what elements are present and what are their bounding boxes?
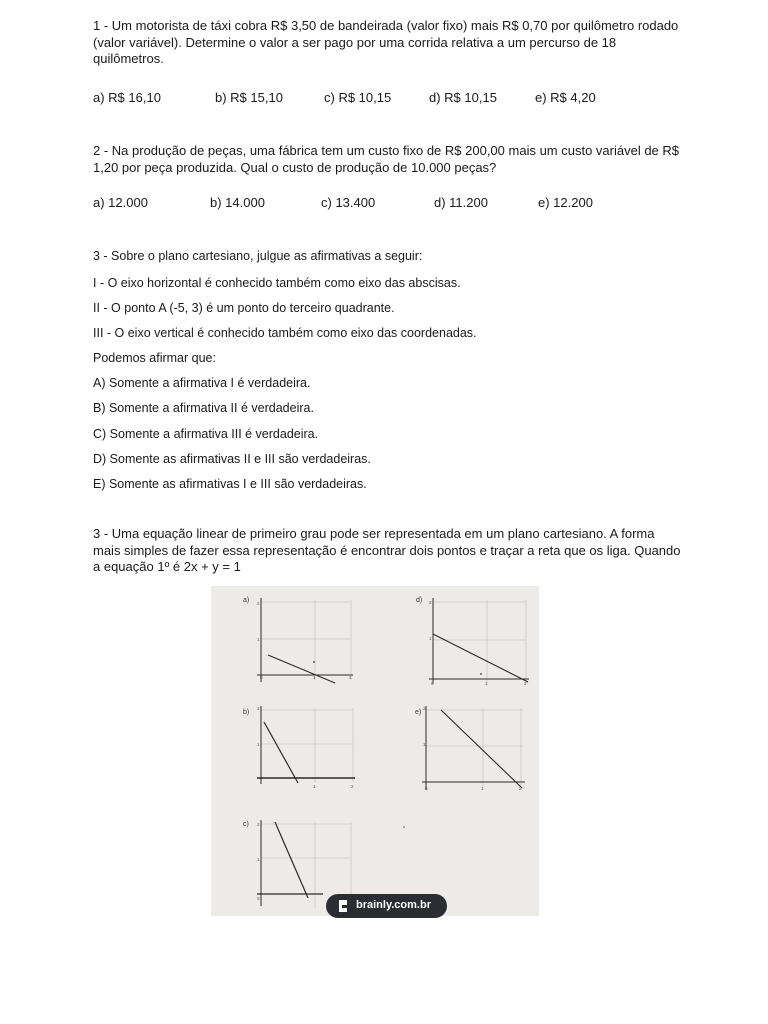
question-2-options (93, 195, 693, 213)
graph-e (426, 708, 523, 788)
svg-text:2: 2 (351, 784, 354, 789)
option-c: C) Somente a afirmativa III é verdadeira. (93, 427, 319, 441)
svg-text:1: 1 (429, 636, 432, 641)
svg-text:0: 0 (431, 681, 434, 686)
graphs-photo (211, 586, 539, 916)
option-a: a) R$ 16,10 (93, 90, 161, 105)
option-e: E) Somente as afirmativas I e III são verdadeiras. (93, 477, 367, 491)
svg-text:1: 1 (313, 675, 316, 680)
svg-text:2: 2 (257, 822, 260, 827)
option-e: e) 12.200 (538, 195, 593, 210)
graph-e-label: e) (415, 709, 422, 716)
option-b: B) Somente a afirmativa II é verdadeira. (93, 401, 314, 415)
question-1-text: 1 - Um motorista de táxi cobra R$ 3,50 de bandeirada (valor fixo) mais R$ 0,70 por quilômetro rodado (valor variável). Determine o valor a ser pago por uma corrida relativa a um percurso de 18 quilômetros. (93, 18, 679, 66)
svg-text:2: 2 (524, 681, 527, 686)
svg-text:1: 1 (257, 742, 260, 747)
option-d: D) Somente as afirmativas II e III são verdadeiras. (93, 452, 371, 466)
option-d: d) 11.200 (434, 195, 488, 210)
option-a: A) Somente a afirmativa I é verdadeira. (93, 376, 311, 390)
brainly-watermark-text: brainly.com.br (356, 899, 431, 911)
brainly-watermark (326, 894, 447, 918)
graph-c-label: c) (243, 821, 249, 828)
svg-text:1: 1 (257, 637, 260, 642)
question-4-text: 3 - Uma equação linear de primeiro grau pode ser representada em um plano cartesiano. A forma mais simples de fazer essa representação é encontrar dois pontos e traçar a reta que os liga. Quando a equação 1º é 2x + y = 1 (93, 526, 681, 574)
svg-text:1: 1 (423, 742, 426, 747)
svg-text:1: 1 (257, 857, 260, 862)
svg-text:2: 2 (429, 600, 432, 605)
brainly-logo-icon (336, 899, 350, 913)
svg-text:2: 2 (519, 786, 522, 791)
svg-text:0: 0 (260, 675, 263, 680)
option-d: d) R$ 10,15 (429, 90, 497, 105)
question-2-text: 2 - Na produção de peças, uma fábrica tem um custo fixo de R$ 200,00 mais um custo variável de R$ 1,20 por peça produzida. Qual o custo de produção de 10.000 peças? (93, 143, 680, 175)
svg-text:1: 1 (485, 681, 488, 686)
graph-b-label: b) (243, 709, 250, 716)
svg-text:2: 2 (349, 675, 352, 680)
graph-a-label: a) (243, 597, 250, 604)
option-c: c) 13.400 (321, 195, 376, 210)
graph-d (433, 600, 526, 684)
option-b: b) 14.000 (210, 195, 265, 210)
svg-text:0: 0 (257, 896, 260, 901)
svg-text:2: 2 (257, 706, 260, 711)
graph-d-label: d) (416, 597, 423, 604)
statement-2: II - O ponto A (-5, 3) é um ponto do terceiro quadrante. (93, 301, 395, 315)
statement-1: I - O eixo horizontal é conhecido também como eixo das abscisas. (93, 276, 461, 290)
svg-text:2: 2 (423, 706, 426, 711)
svg-text:2: 2 (257, 601, 260, 606)
question-1-options (93, 90, 693, 108)
svg-text:0: 0 (425, 786, 428, 791)
graph-b (261, 708, 353, 782)
statement-3: III - O eixo vertical é conhecido também como eixo das coordenadas. (93, 326, 477, 340)
question-3-intro: 3 - Sobre o plano cartesiano, julgue as afirmativas a seguir: (93, 249, 423, 263)
option-b: b) R$ 15,10 (215, 90, 283, 105)
question-3-prompt: Podemos afirmar que: (93, 351, 216, 365)
graph-a (261, 600, 351, 680)
option-a: a) 12.000 (93, 195, 148, 210)
option-e: e) R$ 4,20 (535, 90, 596, 105)
graphs-figure (211, 586, 539, 916)
svg-text:1: 1 (313, 784, 316, 789)
svg-text:1: 1 (481, 786, 484, 791)
option-c: c) R$ 10,15 (324, 90, 392, 105)
